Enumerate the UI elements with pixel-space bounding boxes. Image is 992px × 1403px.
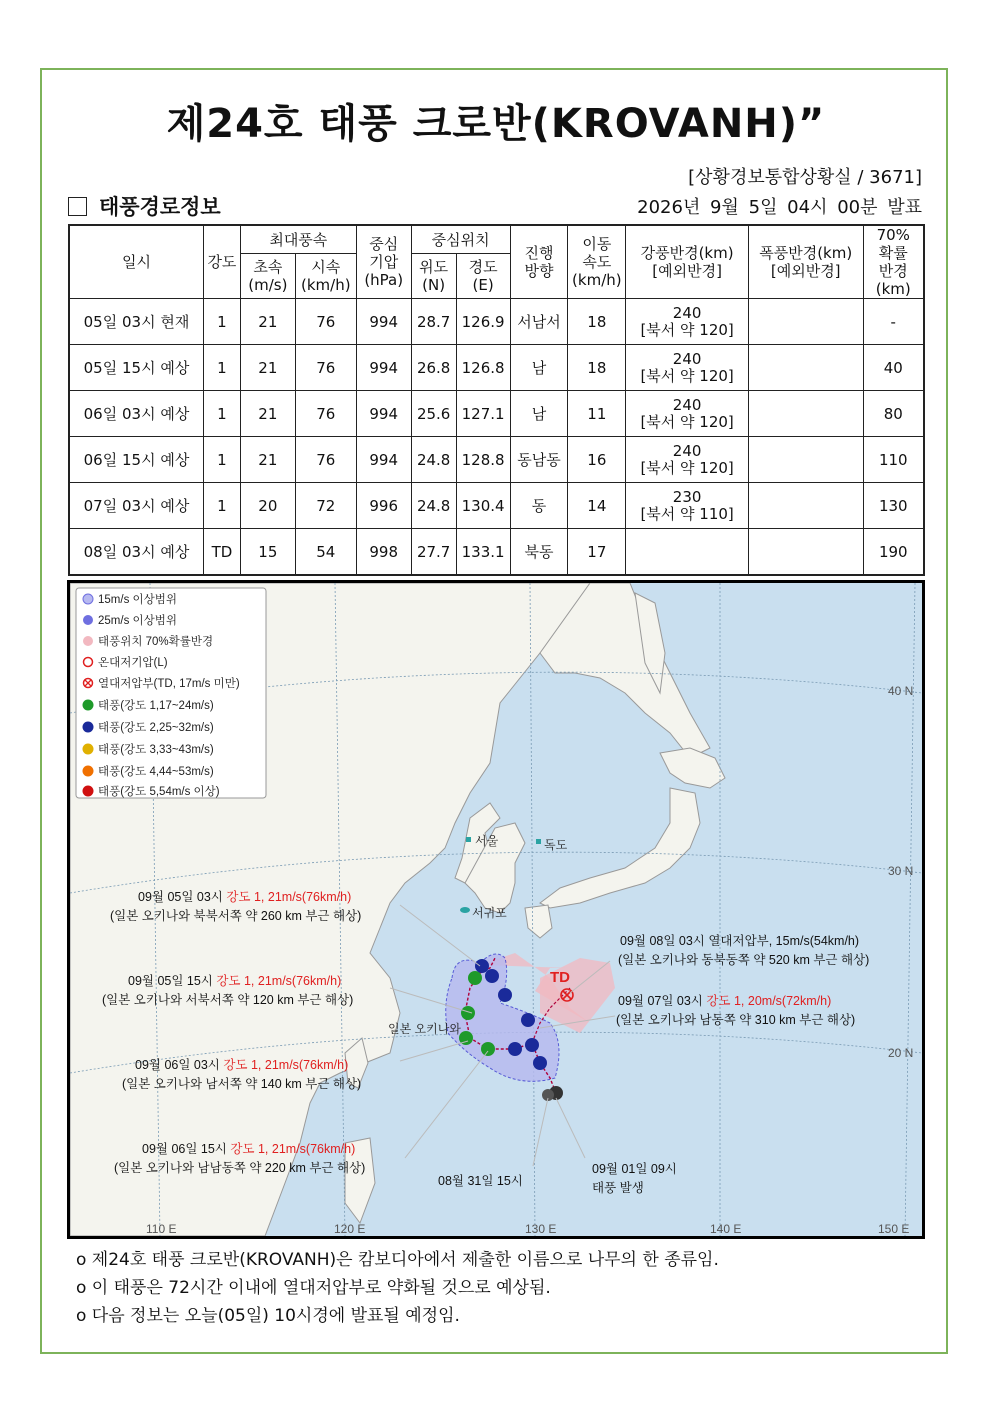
legend-swatch-25ms (83, 615, 93, 625)
cell-intensity: 1 (203, 483, 240, 529)
typhoon-4-icon (83, 766, 94, 777)
table-row (69, 299, 924, 345)
map-canvas (70, 583, 922, 1236)
cell-lat: 24.8 (411, 437, 456, 483)
typhoon-2-icon (83, 722, 94, 733)
header-wind-kmh: 시속 (km/h) (295, 254, 356, 299)
cell-speed: 16 (568, 437, 626, 483)
cell-datetime: 06일 03시 예상 (69, 391, 203, 437)
header-pressure: 중심 기압 (hPa) (356, 225, 411, 299)
header-storm-radius: 폭풍반경(km) [예외반경] (748, 225, 863, 299)
cell-datetime: 06일 15시 예상 (69, 437, 203, 483)
issued-time: 2026년 9월 5일 04시 00분 발표 (637, 197, 922, 218)
note-item: o 제24호 태풍 크로반(KROVANH)은 캄보디아에서 제출한 이름으로 나무의 한 종류임. (76, 1250, 719, 1270)
cell-pressure: 994 (356, 437, 411, 483)
header-wind-ms: 초속 (m/s) (240, 254, 295, 299)
cell-storm-radius (748, 437, 863, 483)
cell-prob: 130 (863, 483, 924, 529)
track-marker (475, 959, 489, 973)
track-marker (521, 1013, 535, 1027)
cell-speed: 18 (568, 345, 626, 391)
cell-direction: 서남서 (510, 299, 568, 345)
annotation-2-desc: (일본 오키나와 서북서쪽 약 120 km 부근 해상) (102, 993, 354, 1007)
lon-label-150: 150 E (878, 1222, 910, 1236)
section-heading (68, 191, 221, 221)
cell-lon: 126.9 (456, 299, 510, 345)
cell-wind-kmh: 76 (295, 299, 356, 345)
cell-direction: 동남동 (510, 437, 568, 483)
legend-item-25ms: 25m/s 이상범위 (98, 615, 177, 627)
office-label: [상황경보통합상황실 / 3671] (688, 167, 922, 188)
cell-prob: - (863, 299, 924, 345)
cell-wind-ms: 21 (240, 299, 295, 345)
table-row (69, 345, 924, 391)
cell-speed: 18 (568, 299, 626, 345)
cell-wind-kmh: 72 (295, 483, 356, 529)
annotation-1: 09월 05일 03시 강도 1, 21m/s(76km/h) (138, 890, 352, 904)
header-position: 중심위치 (411, 225, 510, 254)
lon-label-140: 140 E (710, 1222, 742, 1236)
annotation-3: 09월 06일 03시 강도 1, 21m/s(76km/h) (135, 1058, 349, 1072)
cell-prob: 40 (863, 345, 924, 391)
cell-wind-ms: 20 (240, 483, 295, 529)
place-seoul: 서울 (475, 834, 499, 848)
header-lat: 위도 (N) (411, 254, 456, 299)
cell-prob: 190 (863, 529, 924, 576)
place-okinawa: 일본 오키나와 (388, 1022, 461, 1036)
cell-strong-radius: 240 [북서 약 120] (626, 437, 749, 483)
lat-label-30: 30 N (888, 864, 914, 878)
track-marker (533, 1056, 547, 1070)
annotation-3-desc: (일본 오키나와 남서쪽 약 140 km 부근 해상) (122, 1077, 362, 1091)
cell-wind-ms: 21 (240, 437, 295, 483)
legend-item-typhoon-4: 태풍(강도 4,44~53m/s) (98, 766, 214, 778)
cell-wind-ms: 15 (240, 529, 295, 576)
cell-storm-radius (748, 529, 863, 576)
cell-lat: 25.6 (411, 391, 456, 437)
track-marker (461, 1006, 475, 1020)
legend-swatch-15ms (83, 594, 93, 604)
place-dokdo: 독도 (544, 838, 568, 852)
cell-pressure: 996 (356, 483, 411, 529)
cell-datetime: 08일 03시 예상 (69, 529, 203, 576)
cell-intensity: 1 (203, 299, 240, 345)
legend-item-typhoon-2: 태풍(강도 2,25~32m/s) (98, 722, 214, 734)
cell-lon: 128.8 (456, 437, 510, 483)
cell-intensity: 1 (203, 437, 240, 483)
cell-speed: 17 (568, 529, 626, 576)
section-title: 태풍경로정보 (99, 195, 221, 219)
annotation-2: 09월 05일 15시 강도 1, 21m/s(76km/h) (128, 974, 342, 988)
cell-strong-radius: 240 [북서 약 120] (626, 299, 749, 345)
cell-wind-kmh: 54 (295, 529, 356, 576)
legend-item-td: 열대저압부(TD, 17m/s 미만) (98, 678, 240, 690)
header-direction: 진행 방향 (510, 225, 568, 299)
cell-lon: 127.1 (456, 391, 510, 437)
cell-wind-kmh: 76 (295, 345, 356, 391)
cell-prob: 80 (863, 391, 924, 437)
header-speed: 이동 속도 (km/h) (568, 225, 626, 299)
cell-strong-radius (626, 529, 749, 576)
header-lon: 경도 (E) (456, 254, 510, 299)
cell-prob: 110 (863, 437, 924, 483)
track-marker (525, 1038, 539, 1052)
cell-lon: 133.1 (456, 529, 510, 576)
legend-item-low: 온대저기압(L) (98, 657, 168, 669)
cell-direction: 남 (510, 391, 568, 437)
cell-strong-radius: 230 [북서 약 110] (626, 483, 749, 529)
header-intensity: 강도 (203, 225, 240, 299)
cell-lon: 130.4 (456, 483, 510, 529)
annotation-8: 09월 01일 09시 (592, 1162, 677, 1176)
cell-storm-radius (748, 345, 863, 391)
cell-lat: 27.7 (411, 529, 456, 576)
legend-item-typhoon-3: 태풍(강도 3,33~43m/s) (98, 744, 214, 756)
cell-strong-radius: 240 [북서 약 120] (626, 391, 749, 437)
cell-intensity: 1 (203, 345, 240, 391)
seoul-marker-icon (466, 837, 471, 842)
notes (76, 1246, 719, 1330)
cell-lat: 28.7 (411, 299, 456, 345)
cell-intensity: 1 (203, 391, 240, 437)
document-title: 제24호 태풍 크로반(KROVANH)” (166, 101, 826, 147)
cell-intensity: TD (203, 529, 240, 576)
track-marker (485, 969, 499, 983)
cell-datetime: 05일 03시 현재 (69, 299, 203, 345)
annotation-6: 09월 07일 03시 강도 1, 20m/s(72km/h) (618, 994, 832, 1008)
track-marker (498, 988, 512, 1002)
place-seogwipo: 서귀포 (472, 906, 507, 920)
cell-lat: 24.8 (411, 483, 456, 529)
typhoon-1-icon (83, 700, 94, 711)
annotation-1-desc: (일본 오키나와 북북서쪽 약 260 km 부근 해상) (110, 909, 362, 923)
cell-strong-radius: 240 [북서 약 120] (626, 345, 749, 391)
table-row (69, 483, 924, 529)
annotation-4: 09월 06일 15시 강도 1, 21m/s(76km/h) (142, 1142, 356, 1156)
legend-swatch-prob (83, 636, 93, 646)
note-item: o 다음 정보는 오늘(05일) 10시경에 발표될 예정임. (76, 1306, 460, 1326)
checkbox-icon (68, 197, 87, 216)
dokdo-marker-icon (536, 839, 541, 844)
cell-storm-radius (748, 483, 863, 529)
track-marker (481, 1042, 495, 1056)
annotation-8-sub: 태풍 발생 (592, 1181, 644, 1195)
cell-speed: 14 (568, 483, 626, 529)
cell-storm-radius (748, 391, 863, 437)
table-row (69, 529, 924, 576)
track-marker (508, 1042, 522, 1056)
cell-wind-ms: 21 (240, 345, 295, 391)
td-label: TD (550, 969, 570, 986)
legend-item-prob: 태풍위치 70%확률반경 (98, 636, 214, 648)
lon-label-110: 110 E (146, 1222, 177, 1236)
legend-item-typhoon-5: 태풍(강도 5,54m/s 이상) (98, 786, 220, 798)
legend-item-15ms: 15m/s 이상범위 (98, 594, 177, 606)
cell-pressure: 994 (356, 345, 411, 391)
annotation-6-desc: (일본 오키나와 남동쪽 약 310 km 부근 해상) (616, 1013, 856, 1027)
cell-lon: 126.8 (456, 345, 510, 391)
cell-pressure: 994 (356, 299, 411, 345)
cell-speed: 11 (568, 391, 626, 437)
annotation-5: 09월 08일 03시 열대저압부, 15m/s(54km/h) (620, 934, 860, 948)
cell-direction: 북동 (510, 529, 568, 576)
note-item: o 이 태풍은 72시간 이내에 열대저압부로 약화될 것으로 예상됨. (76, 1278, 551, 1298)
header-prob-radius: 70% 확률 반경 (km) (863, 225, 924, 299)
legend-item-typhoon-1: 태풍(강도 1,17~24m/s) (98, 700, 214, 712)
cell-pressure: 994 (356, 391, 411, 437)
lat-label-20: 20 N (888, 1046, 914, 1060)
table-row (69, 437, 924, 483)
cell-wind-kmh: 76 (295, 437, 356, 483)
cell-datetime: 07일 03시 예상 (69, 483, 203, 529)
annotation-7: 08월 31일 15시 (438, 1174, 523, 1188)
lon-label-130: 130 E (525, 1222, 557, 1236)
typhoon-track-map (67, 580, 925, 1239)
jeju-marker-icon (460, 907, 470, 913)
annotation-4-desc: (일본 오키나와 남남동쪽 약 220 km 부근 해상) (114, 1161, 366, 1175)
cell-direction: 남 (510, 345, 568, 391)
cell-wind-ms: 21 (240, 391, 295, 437)
map-legend (76, 588, 266, 798)
cell-wind-kmh: 76 (295, 391, 356, 437)
cell-direction: 동 (510, 483, 568, 529)
lon-label-120: 120 E (334, 1222, 366, 1236)
lat-label-40: 40 N (888, 684, 914, 698)
cell-datetime: 05일 15시 예상 (69, 345, 203, 391)
header-datetime: 일시 (69, 225, 203, 299)
header-strong-radius: 강풍반경(km) [예외반경] (626, 225, 749, 299)
cell-lat: 26.8 (411, 345, 456, 391)
typhoon-track-table (68, 224, 925, 576)
cell-pressure: 998 (356, 529, 411, 576)
cell-storm-radius (748, 299, 863, 345)
typhoon-3-icon (83, 744, 94, 755)
typhoon-5-icon (83, 786, 94, 797)
table-row (69, 391, 924, 437)
header-max-wind: 최대풍속 (240, 225, 356, 254)
annotation-5-desc: (일본 오키나와 동북동쪽 약 520 km 부근 해상) (618, 953, 870, 967)
track-marker (468, 971, 482, 985)
